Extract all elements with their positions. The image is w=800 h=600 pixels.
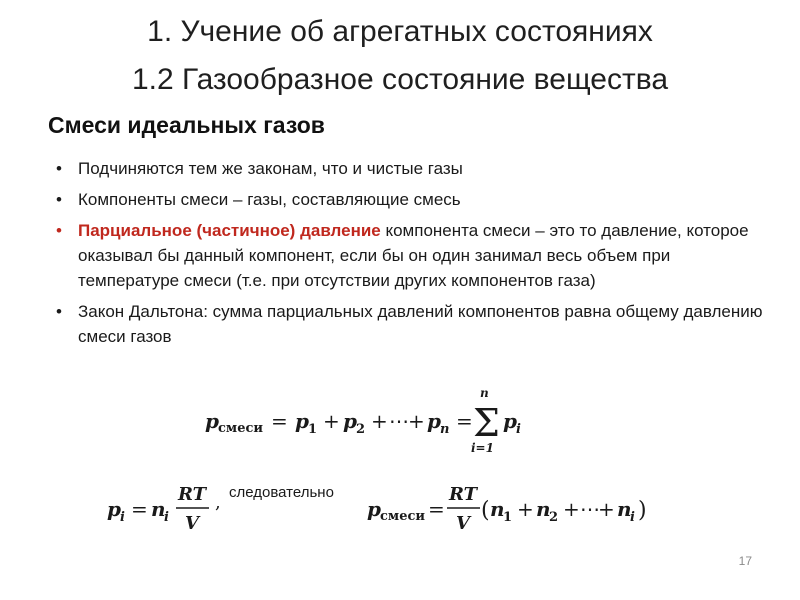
page-number: 17 [738,554,752,568]
sum-upper-limit: n [480,386,489,400]
formula-subscript: i [164,510,169,525]
sum-sign: Σ [473,401,500,445]
formula-subscript: 2 [356,422,366,437]
slide-title-line1: 1. Учение об агрегатных состояниях [147,15,653,48]
formula-subscript: n [440,422,450,437]
bullet-list [50,156,770,355]
formula-symbol-n: n [617,497,632,521]
bullet-text: Закон Дальтона: сумма парциальных давлений компонентов равна общему давлению смеси газов [78,302,763,346]
formula-equals: = [271,409,288,433]
highlighted-term: Парциальное (частичное) давление [78,221,381,240]
formula-subscript: смеси [380,509,426,524]
bullet-item [50,156,770,181]
consequently-text: следовательно [229,484,334,501]
formula-symbol-p: p [367,497,381,521]
bullet-text: Подчиняются тем же законам, что и чистые газы [78,159,463,178]
bullet-item [50,187,770,212]
formula-symbol-p: p [503,409,517,433]
bullet-item [50,299,770,349]
bullet-text: компонента смеси – это то давление, которое оказывал бы данный компонент, если бы он один занимал весь объем при температуре смеси (т.е. при отсутствии других компонентов газа) [78,221,749,290]
sum-lower-limit: i=1 [471,441,494,454]
formula-plus: + [517,497,534,521]
formula-subscript: смеси [218,421,264,436]
formula-symbol-n: n [151,497,166,521]
formula-dots: ⋯ [389,409,409,433]
dalton-law-formula [205,384,545,454]
fraction-denominator: V [185,513,199,534]
fraction-numerator: RT [178,484,207,505]
fraction-numerator: RT [449,484,478,505]
formula-subscript: i [630,510,635,525]
formula-symbol-n: n [490,497,505,521]
formula-subscript: 1 [503,510,513,525]
fraction-denominator: V [456,513,470,534]
formula-symbol-p: p [343,409,357,433]
formula-paren: ) [638,498,647,523]
formula-symbol-p: p [295,409,309,433]
total-pressure-formula [365,478,655,538]
slide-title-line2: 1.2 Газообразное состояние вещества [131,63,668,96]
formula-subscript: i [516,422,521,437]
formula-paren: ( [481,498,490,523]
formula-symbol-n: n [536,497,551,521]
formula-symbol-p: p [205,409,219,433]
formula-plus: + [371,409,388,433]
formula-plus: + [408,409,425,433]
slide-subtitle: Смеси идеальных газов [48,112,325,138]
formula-equals: = [131,497,148,521]
formula-plus: + [323,409,340,433]
partial-pressure-formula [105,478,235,538]
formula-equals: = [456,409,473,433]
formula-subscript: 2 [549,510,559,525]
formula-equals: = [428,497,445,521]
formula-dots: ⋯ [580,497,600,521]
formula-subscript: 1 [308,422,318,437]
bullet-item [50,218,770,293]
formula-symbol-p: p [107,497,121,521]
formula-comma: , [215,492,221,513]
formula-subscript: i [120,510,125,525]
formula-plus: + [563,497,580,521]
formula-plus: + [598,497,615,521]
formula-symbol-p: p [427,409,441,433]
bullet-text: Компоненты смеси – газы, составляющие смесь [78,190,461,209]
